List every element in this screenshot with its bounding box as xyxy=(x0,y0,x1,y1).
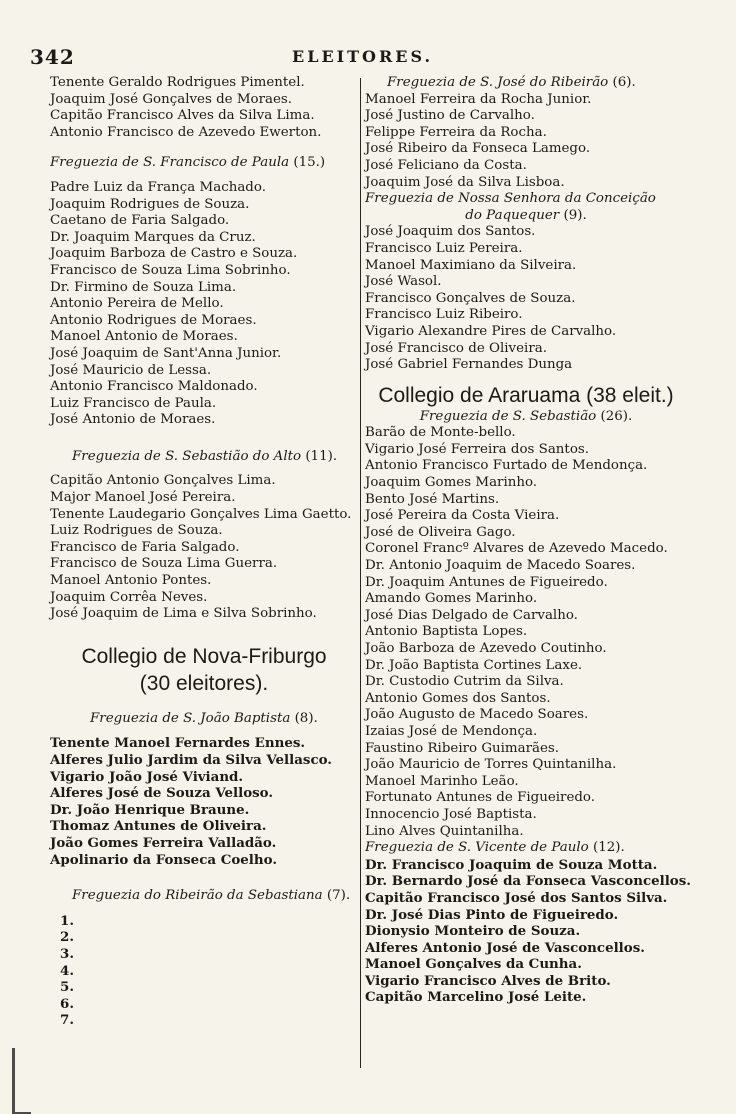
list-item: Tenente Geraldo Rodrigues Pimentel. xyxy=(50,75,305,90)
heading-text: Freguezia de S. Vicente de Paulo xyxy=(365,840,589,856)
list-item: 5. xyxy=(60,979,74,996)
list-item: Antonio Baptista Lopes. xyxy=(365,624,528,640)
list-item: 7. xyxy=(60,1012,74,1029)
collegio-subtitle-nova-friburgo: (30 eleitores). xyxy=(139,671,269,695)
elector-list-sao-jose xyxy=(365,92,687,192)
elector-list-paquequer xyxy=(365,224,687,373)
list-item: Dr. Francisco Joaquim de Souza Motta. xyxy=(365,856,658,873)
list-item: José Feliciano da Costa. xyxy=(365,157,527,173)
section-heading-sao-sebastiao xyxy=(365,409,687,426)
list-item: Vigario Alexandre Pires de Carvalho. xyxy=(365,323,617,339)
list-item: José Francisco de Oliveira. xyxy=(365,340,547,356)
list-item: José Joaquim de Lima e Silva Sobrinho. xyxy=(50,606,317,622)
section-heading-sao-vicente xyxy=(365,840,687,857)
list-item: Manoel Gonçalves da Cunha. xyxy=(365,956,582,973)
list-item: Joaquim Rodrigues de Souza. xyxy=(50,196,250,212)
list-item: Coronel Francº Alvares de Azevedo Macedo. xyxy=(365,541,668,557)
list-item: Dr. João Baptista Cortines Laxe. xyxy=(365,657,583,673)
list-item: Dr. Custodio Cutrim da Silva. xyxy=(365,674,564,690)
continued-list xyxy=(50,75,358,141)
list-item: José Joaquim dos Santos. xyxy=(365,224,536,240)
list-item: Antonio Francisco Maldonado. xyxy=(50,379,258,395)
list-item: Capitão Antonio Gonçalves Lima. xyxy=(50,473,276,489)
list-item: Francisco Gonçalves de Souza. xyxy=(365,290,576,306)
list-item: Innocencio José Baptista. xyxy=(365,806,537,822)
numbered-blank-list xyxy=(50,913,358,1029)
list-item: José Wasol. xyxy=(365,274,442,290)
list-item: Manoel Maximiano da Silveira. xyxy=(365,257,577,273)
list-item: Alferes Antonio José de Vasconcellos. xyxy=(365,939,645,956)
list-item: Alferes Julio Jardim da Silva Vellasco. xyxy=(50,752,332,768)
list-item: Luiz Rodrigues de Souza. xyxy=(50,523,223,539)
section-heading-paquequer-line1: Freguezia de Nossa Senhora da Conceição xyxy=(365,191,656,207)
list-item: José Mauricio de Lessa. xyxy=(50,362,212,378)
section-heading-sao-joao xyxy=(50,711,358,728)
list-item: João Barboza de Azevedo Coutinho. xyxy=(365,641,607,656)
list-item: Fortunato Antunes de Figueiredo. xyxy=(365,790,596,806)
list-item: Bento José Martins. xyxy=(365,491,500,507)
list-item: José de Oliveira Gago. xyxy=(365,524,516,540)
list-item: 4. xyxy=(60,962,74,979)
list-item: Apolinario da Fonseca Coelho. xyxy=(50,851,277,868)
elector-list-sao-sebastiao-alto xyxy=(50,473,358,622)
elector-list-sao-joao xyxy=(50,735,358,868)
list-item: 3. xyxy=(60,945,74,962)
section-heading-sao-sebastiao-alto xyxy=(50,449,358,466)
list-item: Dr. Antonio Joaquim de Macedo Soares. xyxy=(365,558,636,574)
elector-count: (12). xyxy=(592,840,625,856)
heading-text: Freguezia de S. Sebastião xyxy=(419,408,597,424)
list-item: Lino Alves Quintanilha. xyxy=(365,823,524,839)
page-title: ELEITORES. xyxy=(292,47,434,66)
elector-count: (9). xyxy=(563,207,587,223)
right-column xyxy=(365,75,691,1006)
elector-count: (15.) xyxy=(293,155,326,171)
list-item: Thomaz Antunes de Oliveira. xyxy=(50,818,267,835)
list-item: José Antonio de Moraes. xyxy=(50,412,216,428)
list-item: Antonio Gomes dos Santos. xyxy=(365,690,551,706)
collegio-title-nova-friburgo: Collegio de Nova-Friburgo xyxy=(81,644,327,668)
list-item: Dr. Joaquim Marques da Cruz. xyxy=(50,229,256,245)
list-item: Joaquim Barboza de Castro e Souza. xyxy=(50,246,298,262)
list-item: Faustino Ribeiro Guimarães. xyxy=(365,740,560,756)
section-heading-sao-francisco xyxy=(50,155,358,172)
elector-count: (26). xyxy=(600,408,633,424)
list-item: Joaquim José Gonçalves de Moraes. xyxy=(50,91,293,107)
list-item: Capitão Marcelino José Leite. xyxy=(365,989,587,1006)
elector-list-sao-francisco xyxy=(50,180,358,429)
heading-text: Freguezia de S. José do Ribeirão xyxy=(387,75,609,90)
list-item: Dr. Joaquim Antunes de Figueiredo. xyxy=(365,574,608,590)
list-item: Major Manoel José Pereira. xyxy=(50,490,236,506)
list-item: Manoel Marinho Leão. xyxy=(365,773,519,789)
list-item: Antonio Rodrigues de Moraes. xyxy=(50,312,257,328)
list-item: Joaquim Gomes Marinho. xyxy=(365,475,538,491)
list-item: Manoel Antonio de Moraes. xyxy=(50,329,238,345)
list-item: José Dias Delgado de Carvalho. xyxy=(365,607,578,623)
list-item: 6. xyxy=(60,995,74,1012)
page-number: 342 xyxy=(30,45,75,69)
elector-count: (11). xyxy=(305,448,338,464)
collegio-title-araruama: Collegio de Araruama (38 eleit.) xyxy=(378,383,674,407)
list-item: Felippe Ferreira da Rocha. xyxy=(365,124,547,140)
heading-text: do Paquequer xyxy=(465,207,560,223)
list-item: 1. xyxy=(60,912,74,929)
list-item: Dr. José Dias Pinto de Figueiredo. xyxy=(365,906,619,923)
list-item: Dionysio Monteiro de Souza. xyxy=(365,923,581,940)
list-item: Antonio Pereira de Mello. xyxy=(50,296,224,312)
section-heading-sao-jose xyxy=(365,75,687,92)
list-item: Izaias José de Mendonça. xyxy=(365,723,538,739)
heading-text: Freguezia de S. Sebastião do Alto xyxy=(72,448,302,464)
list-item: Amando Gomes Marinho. xyxy=(365,591,538,607)
list-item: Francisco de Souza Lima Guerra. xyxy=(50,556,278,572)
list-item: José Justino de Carvalho. xyxy=(365,108,535,124)
list-item: Caetano de Faria Salgado. xyxy=(50,213,230,229)
list-item: Antonio Francisco de Azevedo Ewerton. xyxy=(50,124,322,140)
elector-count: (7). xyxy=(326,888,351,904)
list-item: Capitão Francisco José dos Santos Silva. xyxy=(365,889,668,906)
elector-count: (8). xyxy=(294,710,318,726)
list-item: Dr. Bernardo José da Fonseca Vasconcellos. xyxy=(365,873,691,890)
list-item: Dr. João Henrique Braune. xyxy=(50,801,250,818)
heading-text: Freguezia do Ribeirão da Sebastiana xyxy=(72,888,323,904)
list-item: 2. xyxy=(60,929,74,946)
list-item: Tenente Manoel Fernardes Ennes. xyxy=(50,735,306,752)
list-item: Dr. Firmino de Souza Lima. xyxy=(50,279,237,295)
list-item: Antonio Francisco Furtado de Mendonça. xyxy=(365,458,648,474)
list-item: Vigario Francisco Alves de Brito. xyxy=(365,972,611,989)
list-item: Francisco Luiz Ribeiro. xyxy=(365,307,523,323)
list-item: Padre Luiz da França Machado. xyxy=(50,179,266,195)
list-item: Tenente Laudegario Gonçalves Lima Gaetto. xyxy=(50,506,352,522)
list-item: Barão de Monte-bello. xyxy=(365,425,516,441)
elector-list-sao-vicente xyxy=(365,856,691,1006)
list-item: Francisco de Souza Lima Sobrinho. xyxy=(50,262,291,278)
list-item: João Augusto de Macedo Soares. xyxy=(365,707,589,723)
list-item: Francisco de Faria Salgado. xyxy=(50,539,240,555)
list-item: Luiz Francisco de Paula. xyxy=(50,395,217,411)
list-item: José Pereira da Costa Vieira. xyxy=(365,508,560,524)
list-item: João Gomes Ferreira Valladão. xyxy=(50,834,277,851)
left-column xyxy=(50,75,358,1029)
elector-list-sao-sebastiao xyxy=(365,425,687,840)
list-item: Vigario José Ferreira dos Santos. xyxy=(365,441,590,457)
list-item: José Gabriel Fernandes Dunga xyxy=(365,357,573,373)
list-item: Joaquim José da Silva Lisboa. xyxy=(365,174,565,190)
list-item: Manoel Antonio Pontes. xyxy=(50,573,212,589)
list-item: José Joaquim de Sant'Anna Junior. xyxy=(50,345,282,361)
heading-text: Freguezia de S. Francisco de Paula xyxy=(50,155,290,171)
elector-count: (6). xyxy=(612,75,636,90)
list-item: Vigario João José Viviand. xyxy=(50,768,244,785)
list-item: Francisco Luiz Pereira. xyxy=(365,240,523,256)
heading-text: Freguezia de S. João Baptista xyxy=(90,710,291,726)
list-item: Joaquim Corrêa Neves. xyxy=(50,589,208,605)
list-item: Capitão Francisco Alves da Silva Lima. xyxy=(50,108,315,124)
column-divider xyxy=(360,78,361,1068)
list-item: João Mauricio de Torres Quintanilha. xyxy=(365,757,617,773)
list-item: José Ribeiro da Fonseca Lamego. xyxy=(365,141,591,157)
list-item: Alferes José de Souza Velloso. xyxy=(50,785,274,802)
section-heading-ribeirao-sebastiana xyxy=(50,888,358,905)
list-item: Manoel Ferreira da Rocha Junior. xyxy=(365,91,592,107)
margin-bracket-mark xyxy=(12,1048,31,1114)
section-heading-paquequer-line2 xyxy=(365,208,687,225)
